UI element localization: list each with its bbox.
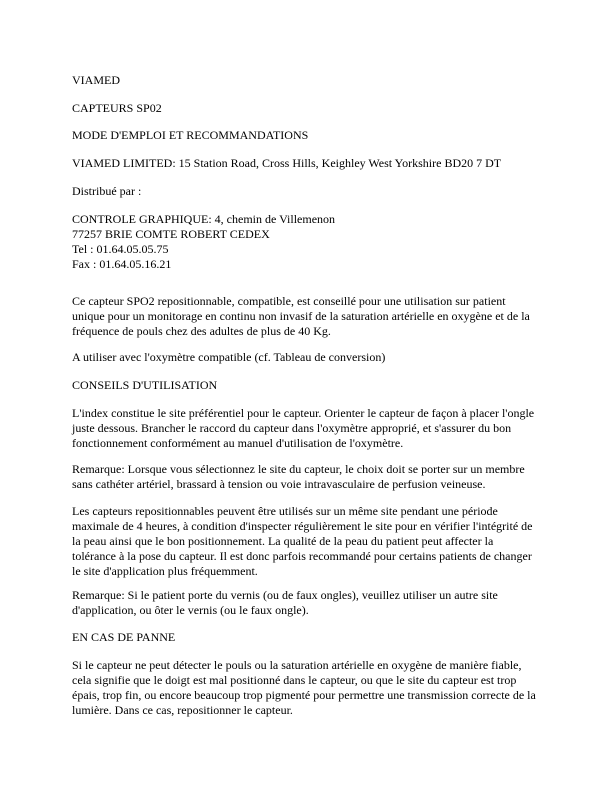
conseils-line: Les capteurs repositionnables peuvent être utilisés sur un même site pendant une période [72, 504, 498, 518]
conseils-line: L'index constitue le site préférentiel pour le capteur. Orienter le capteur de façon à placer l'ongle [72, 406, 535, 420]
panne-paragraph [72, 658, 536, 718]
conseils-line: maximale de 4 heures, à condition d'inspecter régulièrement le site pour en vérifier l'intégrité de [72, 519, 533, 533]
product-heading: CAPTEURS SP02 [72, 101, 162, 115]
mode-emploi-heading: MODE D'EMPLOI ET RECOMMANDATIONS [72, 128, 309, 142]
panne-line: lumière. Dans ce cas, repositionner le capteur. [72, 703, 293, 717]
conseils-line: le site d'application plus fréquemment. [72, 564, 258, 578]
panne-heading: EN CAS DE PANNE [72, 630, 176, 644]
conseils-line: d'application, ou ôter le vernis (ou le faux ongle). [72, 603, 309, 617]
conseils-paragraph-3 [72, 504, 532, 579]
conseils-line: fonctionnement conformément au manuel d'utilisation de l'oxymètre. [72, 436, 404, 450]
conseils-line: Remarque: Lorsque vous sélectionnez le site du capteur, le choix doit se porter sur un membre [72, 462, 525, 476]
conseils-line: tolérance à la pose du capteur. Il est donc parfois recommandé pour certains patients de changer [72, 549, 532, 563]
conseils-paragraph-4 [72, 588, 498, 618]
distributor-block [72, 212, 335, 272]
conseils-heading: CONSEILS D'UTILISATION [72, 378, 218, 392]
conseils-line: la peau ainsi que le bon positionnement. La qualité de la peau du patient peut affecter la [72, 534, 494, 548]
distributor-fax: Fax : 01.64.05.16.21 [72, 257, 172, 271]
panne-line: cela signifie que le doigt est mal positionné dans le capteur, ou que le site du capteur est trop [72, 673, 517, 687]
conseils-line: Remarque: Si le patient porte du vernis (ou de faux ongles), veuillez utiliser un autre site [72, 588, 498, 602]
conseils-line: sans cathéter artériel, brassard à tension ou voie intravasculaire de perfusion veineuse. [72, 477, 486, 491]
intro-line: unique pour un monitorage en continu non invasif de la saturation artérielle en oxygène et de la [72, 309, 530, 323]
manufacturer-address: VIAMED LIMITED: 15 Station Road, Cross Hills, Keighley West Yorkshire BD20 7 DT [72, 156, 502, 170]
conseils-paragraph-2 [72, 462, 525, 492]
panne-line: Si le capteur ne peut détecter le pouls ou la saturation artérielle en oxygène de manière fiable, [72, 658, 522, 672]
usage-note: A utiliser avec l'oxymètre compatible (cf. Tableau de conversion) [72, 350, 386, 364]
distributor-line1: CONTROLE GRAPHIQUE: 4, chemin de Villemenon [72, 212, 336, 226]
conseils-paragraph-1 [72, 406, 534, 451]
conseils-line: juste dessous. Brancher le raccord du capteur dans l'oxymètre approprié, et s'assurer du bon [72, 421, 512, 435]
panne-line: épais, trop fin, ou encore beaucoup trop pigmenté pour permettre une transmission correcte de la [72, 688, 536, 702]
brand-heading: VIAMED [72, 73, 120, 87]
distributed-by-label: Distribué par : [72, 184, 142, 198]
intro-line: Ce capteur SPO2 repositionnable, compatible, est conseillé pour une utilisation sur patient [72, 294, 506, 308]
distributor-line2: 77257 BRIE COMTE ROBERT CEDEX [72, 227, 270, 241]
distributor-phone: Tel : 01.64.05.05.75 [72, 242, 169, 256]
intro-line: fréquence de pouls chez des adultes de plus de 40 Kg. [72, 324, 331, 338]
intro-paragraph [72, 294, 530, 339]
